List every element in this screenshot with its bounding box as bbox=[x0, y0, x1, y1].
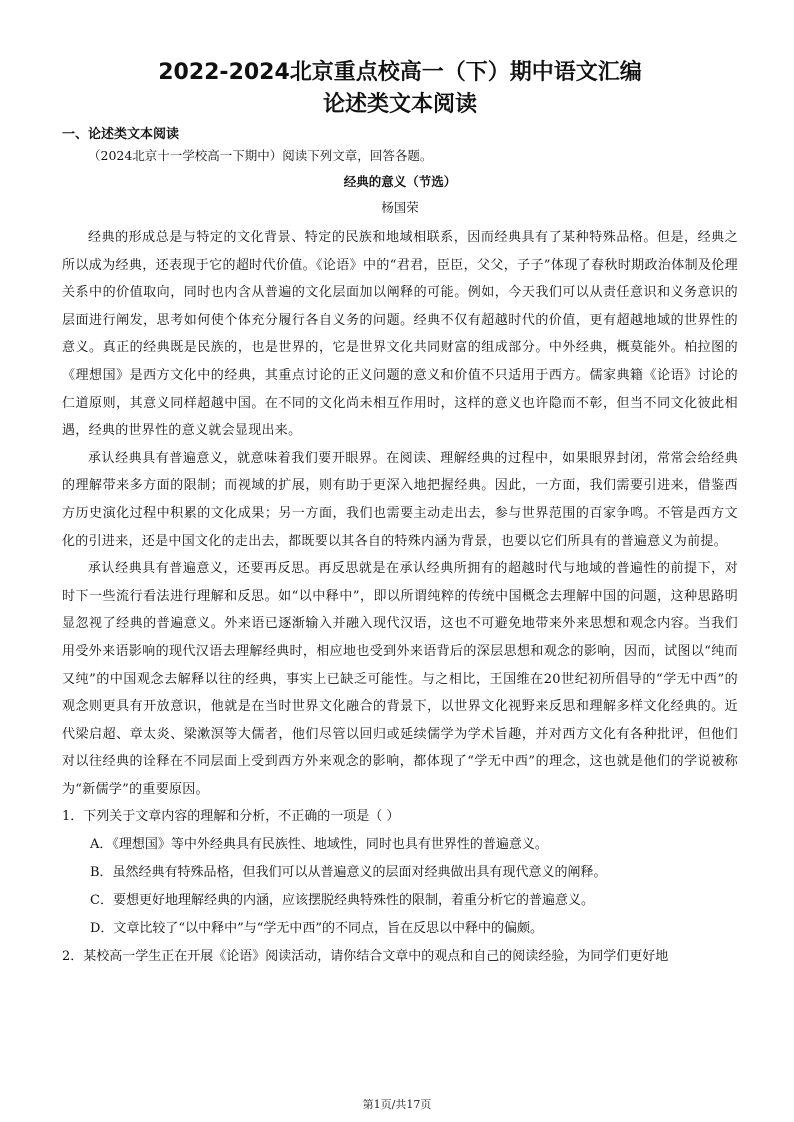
section-heading: 一、论述类文本阅读 bbox=[62, 127, 180, 142]
page-footer: 第1页/共17页 bbox=[362, 1098, 432, 1111]
question-2-stem: 2．某校高一学生正在开展《论语》阅读活动，请你结合文章中的观点和自己的阅读经验，为同学们更好地 bbox=[62, 949, 669, 965]
question-stem: 1．下列关于文章内容的理解和分析，不正确的一项是（ ） bbox=[62, 809, 400, 825]
article-paragraph: 承认经典具有普遍意义，还要再反思。再反思就是在承认经典所拥有的超越时代与地域的普遍性的前提下，对时下一些流行看法进行理解和反思。如“以中释中”，即以所谓纯粹的传统中国概念去理解中国的问题，这种思路明显忽视了经典的普遍意义。外来语已逐渐输入并融入现代汉语，这也不可避免地带来外来思想和观念内容。当我们用受外来语影响的现代汉语去理解经典时，相应地也受到外来语背后的深层思想和观念的影响，因而，试图以“纯而又纯”的中国观念去解释以往的经典，事实上已缺乏可能性。与之相比，王国维在20世纪初所倡导的“学无中西”的观念则更具有开放意识，他就是在当时世界文化融合的背景下，以世界文化视野来反思和理解多样文化经典的。近代梁启超、章太炎、梁漱溟等大儒者，他们尽管以回归或延续儒学为学术旨趣，并对西方文化有各种批评，但他们对以往经典的诠释在不同层面上受到西方外来观念的影响，都体现了“学无中西”的理念，这也就是他们的学说被称为“新儒学”的重要原因。 bbox=[62, 561, 738, 797]
document-title: 2022-2024北京重点校高一（下）期中语文汇编 bbox=[158, 60, 642, 85]
article-paragraph: 承认经典具有普遍意义，就意味着我们要开眼界。在阅读、理解经典的过程中，如果眼界封闭，常常会给经典的理解带来多方面的限制；而视域的扩展，则有助于更深入地把握经典。因此，一方面，我们需要引进来，借鉴西方历史演化过程中积累的文化成果；另一方面，我们也需要主动走出去，参与世界范围的百家争鸣。不管是西方文化的引进来，还是中国文化的走出去，都既要以其各自的特殊内涵为背景，也要以它们所具有的普遍意义为前提。 bbox=[62, 450, 738, 549]
option-a: A．《理想国》等中外经典具有民族性、地域性，同时也具有世界性的普遍意义。 bbox=[90, 837, 548, 853]
article-title: 经典的意义（节选） bbox=[343, 174, 457, 189]
document-page bbox=[62, 58, 738, 971]
article-author: 杨国荣 bbox=[381, 200, 419, 215]
article-paragraph: 经典的形成总是与特定的文化背景、特定的民族和地域相联系，因而经典具有了某种特殊品格。但是，经典之所以成为经典，还表现于它的超时代价值。《论语》中的“君君，臣臣，父父，子子”体现了春秋时期政治体制及伦理关系中的价值取向，同时也内含从普遍的文化层面加以阐释的可能。例如，今天我们可以从责任意识和义务意识的层面进行阐发，思考如何使个体充分履行各自义务的问题。经典不仅有超越时代的价值，更有超越地域的世界性的意义。真正的经典既是民族的，也是世界的，它是世界文化共同财富的组成部分。中外经典，概莫能外。柏拉图的《理想国》是西方文化中的经典，其重点讨论的正义问题的意义和价值不只适用于西方。儒家典籍《论语》讨论的仁道原则，其意义同样超越中国。在不同的文化尚未相互作用时，这样的意义也许隐而不彰，但当不同文化彼此相遇，经典的世界性的意义就会显现出来。 bbox=[62, 230, 738, 439]
option-d: D．文章比较了“以中释中”与“学无中西”的不同点，旨在反思以中释中的偏颇。 bbox=[90, 921, 544, 937]
option-b: B．虽然经典有特殊品格，但我们可以从普遍意义的层面对经典做出具有现代意义的阐释。 bbox=[90, 865, 607, 881]
option-c: C．要想更好地理解经典的内涵，应该摆脱经典特殊性的限制，着重分析它的普遍意义。 bbox=[90, 893, 594, 909]
document-subtitle: 论述类文本阅读 bbox=[322, 92, 477, 117]
source-line: （2024北京十一学校高一下期中）阅读下列文章，回答各题。 bbox=[88, 148, 433, 163]
question-1 bbox=[62, 803, 738, 943]
